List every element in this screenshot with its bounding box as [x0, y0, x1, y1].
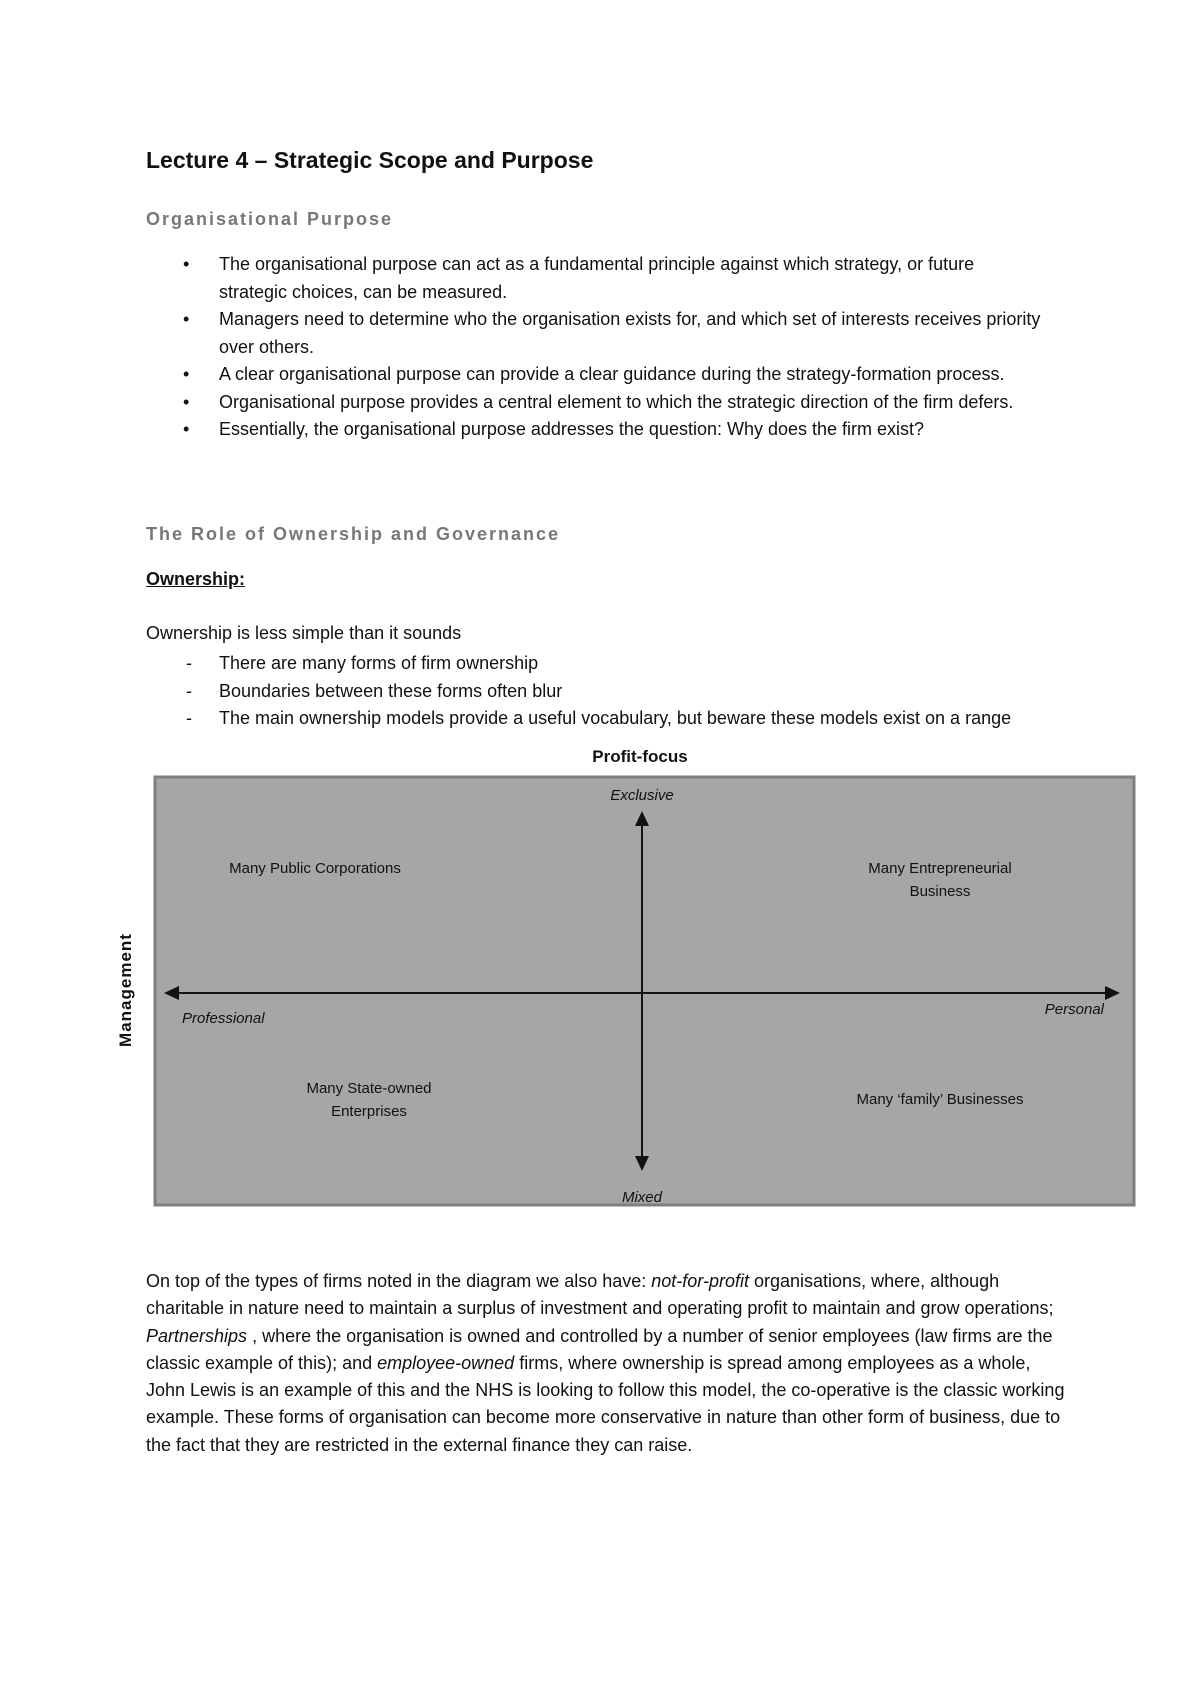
- list-item: - The main ownership models provide a useful vocabulary, but beware these models exist on a range: [146, 705, 1046, 733]
- paragraph-text: On top of the types of firms noted in the diagram we also have:: [146, 1271, 652, 1291]
- pole-label-professional: Professional: [182, 1010, 265, 1027]
- purpose-bullet-list: [146, 251, 1046, 444]
- ownership-matrix-diagram: [0, 745, 1200, 1225]
- quadrant-label-state-owned: [254, 1077, 484, 1123]
- body-paragraph: [146, 1268, 1066, 1459]
- quadrant-label-line: Enterprises: [331, 1103, 407, 1120]
- quadrant-label-line: Business: [909, 883, 971, 900]
- diagram-canvas: [0, 745, 1200, 1225]
- quadrant-label-line: Many State-owned: [306, 1080, 432, 1097]
- page-title: Lecture 4 – Strategic Scope and Purpose: [146, 147, 594, 173]
- pole-label-personal: Personal: [1044, 1001, 1104, 1018]
- list-item: • Essentially, the organisational purpose addresses the question: Why does the firm exist?: [146, 416, 1046, 444]
- term-employee-owned: employee-owned: [377, 1352, 515, 1373]
- pole-label-exclusive: Exclusive: [610, 787, 674, 804]
- ownership-intro: Ownership is less simple than it sounds: [146, 623, 462, 643]
- paragraph-text: , where the organisation is owned and controlled by a number of senior employees (law firms are the classic example of this); and: [146, 1325, 1053, 1373]
- quadrant-label-public-corporations: Many Public Corporations: [229, 860, 401, 877]
- term-not-for-profit: not-for-profit: [651, 1271, 749, 1291]
- term-partnerships: Partnerships: [146, 1325, 248, 1346]
- axis-title-management: Management: [116, 933, 135, 1047]
- diagram-panel: [155, 777, 1134, 1205]
- list-item: • Managers need to determine who the organisation exists for, and which set of interests receives priority over others.: [146, 306, 1046, 361]
- list-item: - Boundaries between these forms often blur: [146, 678, 1046, 706]
- section-heading-ownership-governance: The Role of Ownership and Governance: [146, 524, 561, 544]
- section-heading-purpose: Organisational Purpose: [146, 209, 394, 229]
- ownership-dash-list: [146, 650, 1046, 733]
- quadrant-label-line: Many Entrepreneurial: [868, 860, 1012, 877]
- list-item: • The organisational purpose can act as a fundamental principle against which strategy, or future strategic choices, can be measured.: [146, 251, 1046, 306]
- quadrant-label-family-businesses: Many ‘family’ Businesses: [856, 1091, 1024, 1108]
- list-item: • Organisational purpose provides a central element to which the strategic direction of the firm defers.: [146, 389, 1046, 417]
- paragraph-text: organisations, where, although charitable in nature need to maintain a surplus of investment and operating profit to maintain and grow operations;: [146, 1271, 1054, 1319]
- list-item: - There are many forms of firm ownership: [146, 650, 1046, 678]
- ownership-subheading: Ownership:: [146, 569, 246, 589]
- list-item: • A clear organisational purpose can provide a clear guidance during the strategy-formation process.: [146, 361, 1046, 389]
- paragraph-text: firms, where ownership is spread among employees as a whole, John Lewis is an example of this and the NHS is looking to follow this model, the co-operative is the classic working example. These forms of organisation can become more conservative in nature than other form of business, due to the fact that they are restricted in the external finance they can raise.: [146, 1352, 1065, 1455]
- quadrant-label-entrepreneurial: [825, 857, 1055, 903]
- pole-label-mixed: Mixed: [621, 1189, 662, 1206]
- axis-title-profit-focus: Profit-focus: [592, 747, 688, 766]
